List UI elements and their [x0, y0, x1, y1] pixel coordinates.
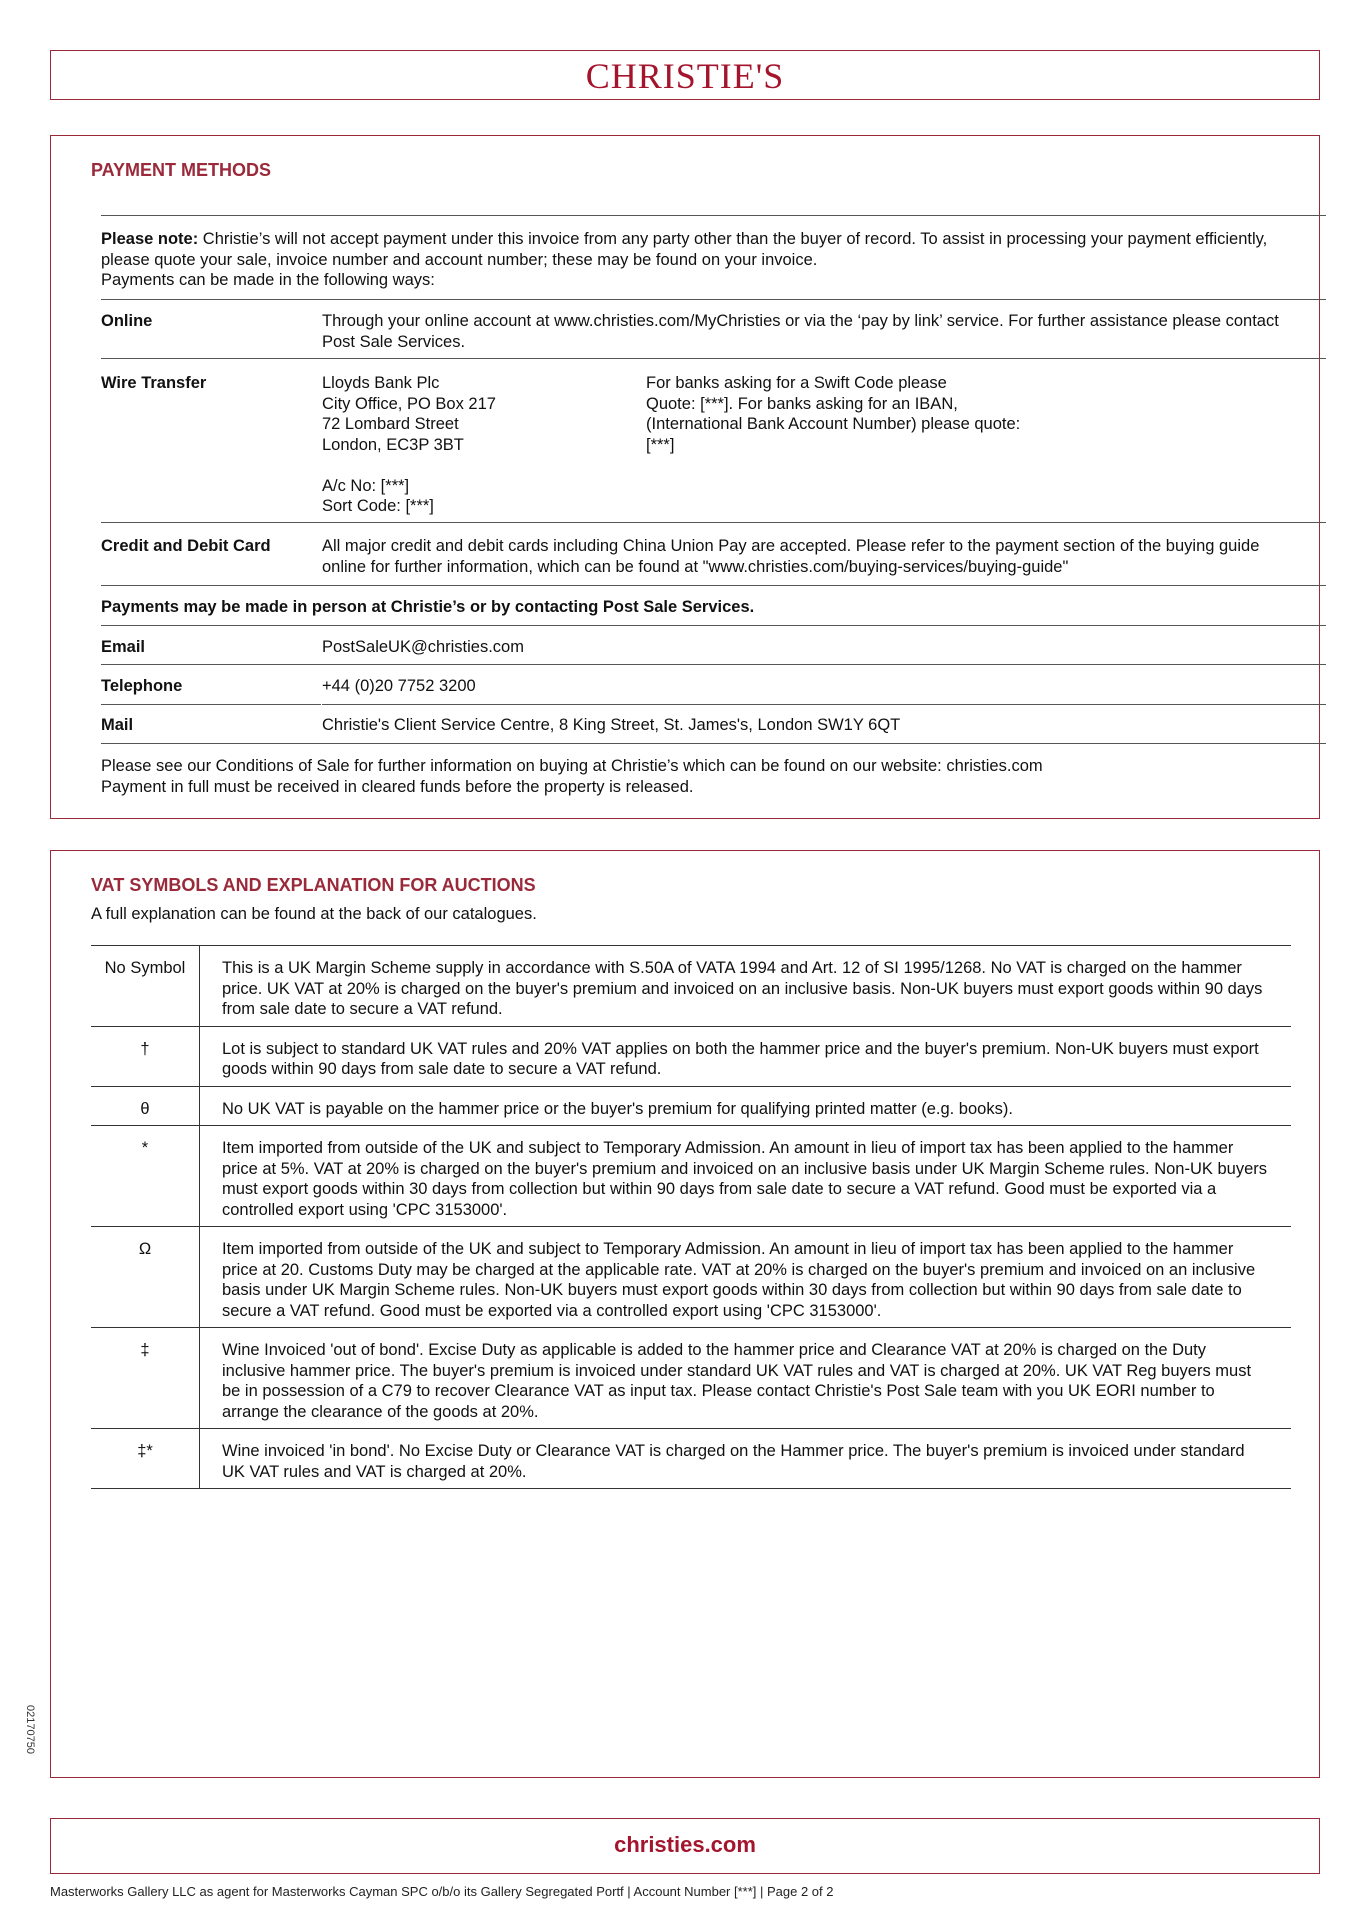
payment-note — [101, 229, 1301, 291]
wire-bank-line: London, EC3P 3BT — [322, 435, 464, 454]
note-text: Christie’s will not accept payment under this invoice from any party other than the buyer of record. To assist in processing your payment efficiently, please quote your sale, invoice number and account number; these may be found on your invoice. — [101, 230, 1268, 269]
table-row — [91, 1429, 1291, 1489]
vat-symbol: * — [91, 1126, 200, 1227]
swift-line: Quote: [***]. For banks asking for an IBAN, — [646, 394, 958, 413]
telephone-value: +44 (0)20 7752 3200 — [322, 677, 476, 695]
swift-line: For banks asking for a Swift Code please — [646, 374, 947, 392]
divider — [101, 664, 1326, 665]
vat-description: No UK VAT is payable on the hammer price or the buyer's premium for qualifying printed matter (e.g. books). — [200, 1086, 1292, 1126]
table-row — [91, 1086, 1291, 1126]
divider — [322, 704, 1326, 705]
wire-bank-line: Lloyds Bank Plc — [322, 374, 440, 392]
divider — [101, 625, 1326, 626]
footer-box — [50, 1818, 1320, 1874]
vat-description: Wine invoiced 'in bond'. No Excise Duty or Clearance VAT is charged on the Hammer price. The buyer's premium is invoiced under standard UK VAT rules and VAT is charged at 20%. — [200, 1429, 1292, 1489]
divider — [101, 743, 1326, 744]
table-row — [91, 1227, 1291, 1328]
table-row — [91, 1026, 1291, 1086]
vat-subtitle: A full explanation can be found at the back of our catalogues. — [91, 905, 537, 923]
vat-symbol: No Symbol — [91, 946, 200, 1027]
vat-description: Wine Invoiced 'out of bond'. Excise Duty as applicable is added to the hammer price and Clearance VAT at 20% is charged on the Duty inclusive hammer price. The buyer's premium is invoiced under standard UK VAT rules and VAT is charged at 20%. UK VAT Reg buyers must be in possession of a C79 to recover Clearance VAT as input tax. Please contact Christie's Post Sale team with you UK EORI number to arrange the clearance of the goods at 20%. — [200, 1328, 1292, 1429]
in-person-note: Payments may be made in person at Christie’s or by contacting Post Sale Services. — [101, 598, 755, 616]
credit-card-label: Credit and Debit Card — [101, 537, 271, 555]
divider — [101, 215, 1326, 216]
table-row — [91, 1126, 1291, 1227]
vat-title: VAT SYMBOLS AND EXPLANATION FOR AUCTIONS — [91, 875, 536, 895]
email-label: Email — [101, 638, 146, 656]
wire-swift-info — [646, 373, 1126, 455]
closing-line-2: Payment in full must be received in cleared funds before the property is released. — [101, 777, 694, 796]
wire-transfer-label: Wire Transfer — [101, 374, 207, 392]
credit-card-text: All major credit and debit cards including China Union Pay are accepted. Please refer to the payment section of the buying guide online for further information, which can be found at "www.christies.com/buying-services/buying-guide" — [322, 537, 1260, 576]
online-text: Through your online account at www.christies.com/MyChristies or via the ‘pay by link’ service. For further assistance please contact Post Sale Services. — [322, 312, 1279, 351]
table-row — [91, 946, 1291, 1027]
wire-bank-line: 72 Lombard Street — [322, 415, 459, 433]
vat-symbol: † — [91, 1026, 200, 1086]
divider — [101, 704, 321, 705]
note-line3: Payments can be made in the following ways: — [101, 271, 435, 289]
vat-description: This is a UK Margin Scheme supply in accordance with S.50A of VATA 1994 and Art. 12 of SI 1995/1268. No VAT is charged on the hammer price. UK VAT at 20% is charged on the buyer's premium and invoiced on an inclusive basis. Non-UK buyers must export goods within 90 days from sale date to secure a VAT refund. — [200, 946, 1292, 1027]
footer-website-link[interactable]: christies.com — [614, 1832, 756, 1857]
telephone-label: Telephone — [101, 677, 183, 695]
divider — [101, 585, 1326, 586]
closing-text — [101, 756, 1301, 797]
vat-symbol: ‡ — [91, 1328, 200, 1429]
vat-table — [91, 945, 1291, 1489]
document-code: 02170750 — [24, 1705, 36, 1754]
closing-line-1: Please see our Conditions of Sale for further information on buying at Christie’s which can be found on our website: christies.com — [101, 757, 1043, 775]
header-box — [50, 50, 1320, 100]
wire-sort-code: Sort Code: [***] — [322, 497, 434, 515]
mail-value: Christie's Client Service Centre, 8 King Street, St. James's, London SW1Y 6QT — [322, 716, 901, 734]
footer-account-line: Masterworks Gallery LLC as agent for Masterworks Cayman SPC o/b/o its Gallery Segregated Portf | Account Number [***] | Page 2 of 2 — [50, 1884, 834, 1899]
email-value[interactable]: PostSaleUK@christies.com — [322, 638, 524, 656]
vat-description: Item imported from outside of the UK and subject to Temporary Admission. An amount in lieu of import tax has been applied to the hammer price at 20. Customs Duty may be charged at the applicable rate. VAT at 20% is charged on the buyer's premium and invoiced on an inclusive basis under UK Margin Scheme rules. Non-UK buyers must export goods within 30 days from collection but within 90 days from sale date to secure a VAT refund. Good must be exported via a controlled export using 'CPC 3153000'. — [200, 1227, 1292, 1328]
online-label: Online — [101, 312, 153, 330]
vat-symbol: ‡* — [91, 1429, 200, 1489]
wire-bank-address — [322, 373, 622, 517]
swift-line: [***] — [646, 435, 675, 454]
note-label: Please note: — [101, 230, 199, 248]
mail-label: Mail — [101, 716, 134, 734]
divider — [101, 358, 1326, 359]
vat-symbol: Ω — [91, 1227, 200, 1328]
wire-account-number: A/c No: [***] — [322, 476, 410, 495]
wire-bank-line: City Office, PO Box 217 — [322, 394, 496, 413]
swift-line: (International Bank Account Number) please quote: — [646, 415, 1021, 433]
vat-symbol: θ — [91, 1086, 200, 1126]
divider — [101, 522, 1326, 523]
payment-methods-title: PAYMENT METHODS — [91, 160, 272, 180]
table-row — [91, 1328, 1291, 1429]
christies-logo: CHRISTIE'S — [585, 56, 785, 96]
vat-description: Item imported from outside of the UK and subject to Temporary Admission. An amount in lieu of import tax has been applied to the hammer price at 5%. VAT at 20% is charged on the buyer's premium and invoiced on an inclusive basis under UK Margin Scheme rules. Non-UK buyers must export goods within 30 days from collection but within 90 days from sale date to secure a VAT refund. Good must be exported via a controlled export using 'CPC 3153000'. — [200, 1126, 1292, 1227]
vat-description: Lot is subject to standard UK VAT rules and 20% VAT applies on both the hammer price and the buyer's premium. Non-UK buyers must export goods within 90 days from sale date to secure a VAT refund. — [200, 1026, 1292, 1086]
payment-methods-section — [50, 135, 1320, 819]
vat-section — [50, 850, 1320, 1778]
divider — [101, 299, 1326, 300]
